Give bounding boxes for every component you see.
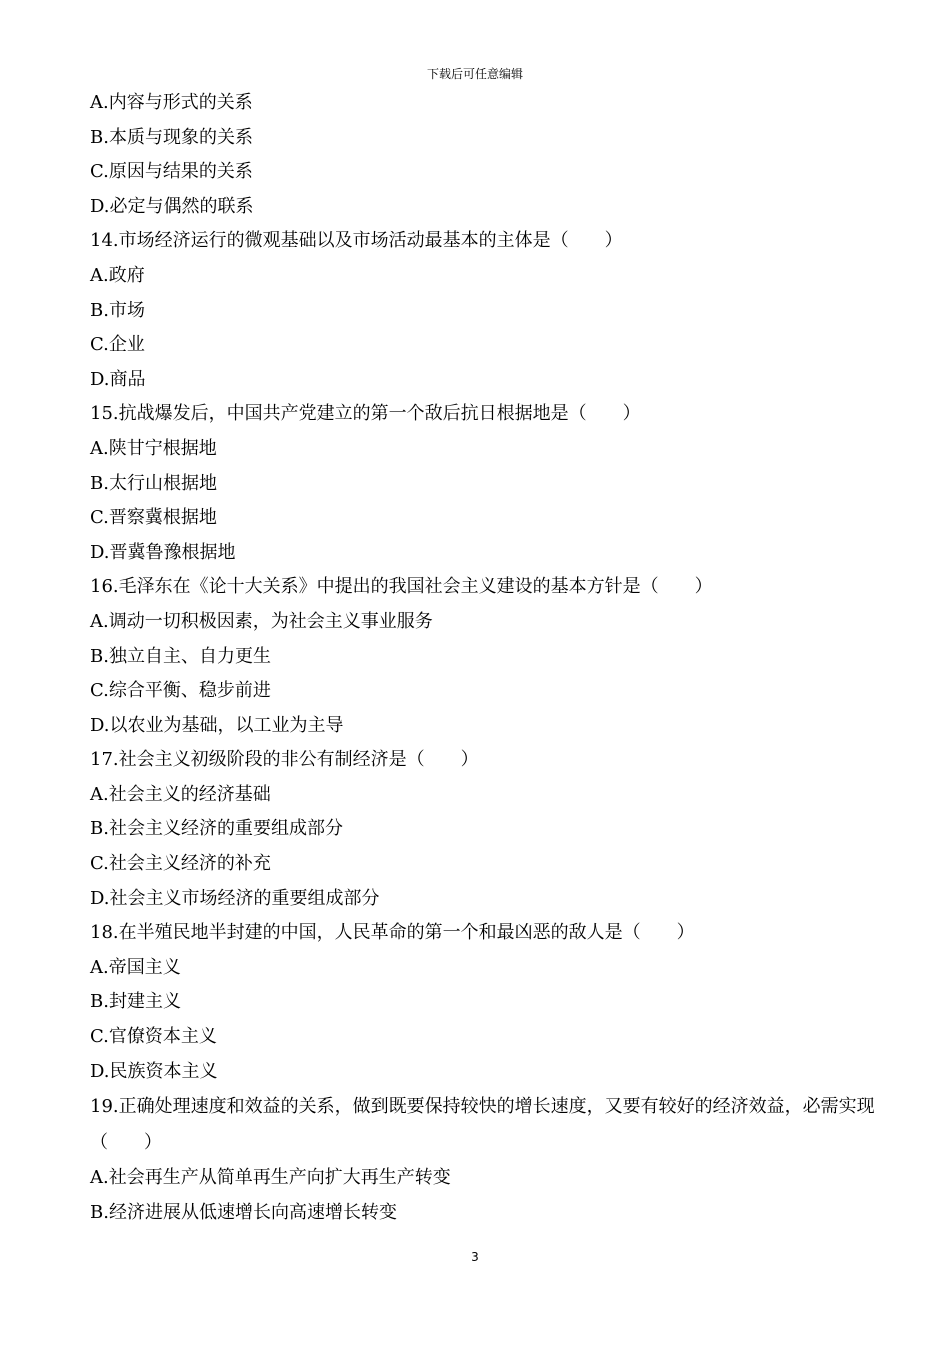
option-line: A.政府 [90, 264, 145, 286]
question-15: 15.抗战爆发后，中国共产党建立的第一个敌后抗日根据地是（ ） [90, 403, 641, 425]
question-list [90, 86, 910, 1230]
option-line: A.帝国主义 [90, 956, 181, 978]
option-line: D.商品 [90, 368, 146, 390]
option-line: D.以农业为基础，以工业为主导 [90, 714, 344, 736]
option-line: A.社会再生产从简单再生产向扩大再生产转变 [90, 1167, 451, 1189]
option-line: A.社会主义的经济基础 [90, 783, 271, 805]
option-line: D.社会主义市场经济的重要组成部分 [90, 887, 380, 909]
option-line: B.本质与现象的关系 [90, 126, 253, 148]
option-line: C.晋察冀根据地 [90, 507, 217, 529]
question-19: 19.正确处理速度和效益的关系，做到既要保持较快的增长速度，又要有较好的经济效益，必需实现（ ） [90, 1096, 875, 1154]
question-14: 14.市场经济运行的微观基础以及市场活动最基本的主体是（ ） [90, 230, 623, 252]
option-line: C.官僚资本主义 [90, 1026, 217, 1048]
page-number: 3 [471, 1250, 479, 1264]
question-16: 16.毛泽东在《论十大关系》中提出的我国社会主义建设的基本方针是（ ） [90, 576, 713, 598]
option-line: C.企业 [90, 334, 145, 356]
option-line: A.调动一切积极因素，为社会主义事业服务 [90, 610, 433, 632]
question-18: 18.在半殖民地半封建的中国，人民革命的第一个和最凶恶的敌人是（ ） [90, 922, 695, 944]
option-line: B.封建主义 [90, 991, 181, 1013]
option-line: B.太行山根据地 [90, 472, 217, 494]
option-line: D.晋冀鲁豫根据地 [90, 541, 236, 563]
option-line: D.民族资本主义 [90, 1060, 218, 1082]
option-line: C.社会主义经济的补充 [90, 853, 271, 875]
option-line: B.经济进展从低速增长向高速增长转变 [90, 1201, 397, 1223]
page-header: 下载后可任意编辑 [426, 67, 523, 81]
question-17: 17.社会主义初级阶段的非公有制经济是（ ） [90, 749, 479, 771]
option-line: B.市场 [90, 299, 145, 321]
option-line: C.综合平衡、稳步前进 [90, 680, 271, 702]
option-line: A.陕甘宁根据地 [90, 437, 217, 459]
option-line: B.社会主义经济的重要组成部分 [90, 818, 343, 840]
option-line: B.独立自主、自力更生 [90, 645, 271, 667]
option-line: C.原因与结果的关系 [90, 161, 253, 183]
option-line: D.必定与偶然的联系 [90, 195, 254, 217]
option-line: A.内容与形式的关系 [90, 92, 253, 113]
